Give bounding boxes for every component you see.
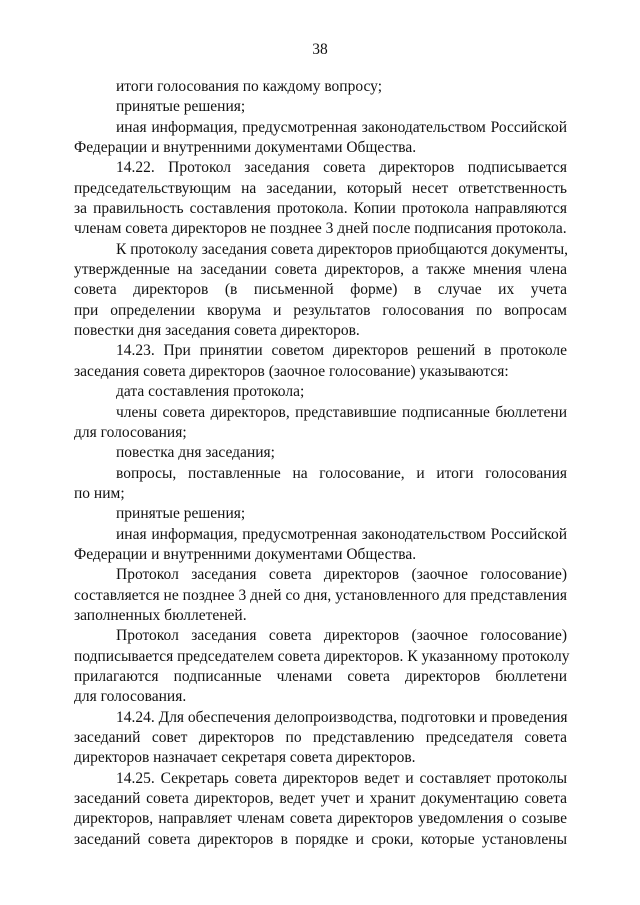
text-line: итоги голосования по каждому вопросу; [116, 78, 382, 95]
text-line: принятые решения; [116, 505, 246, 523]
text-line: повестка дня заседания; [116, 444, 275, 462]
text-line: дата составления протокола; [116, 383, 305, 401]
text-line: члены совета директоров, представившие подписанные бюллетени [116, 403, 567, 421]
text-line: 14.22. Протокол заседания совета директоров подписывается [116, 159, 567, 177]
text-line: при определении кворума и результатов голосования по вопросам [74, 301, 567, 319]
text-line: за правильность составления протокола. Копии протокола направляются [74, 200, 567, 218]
text-line: заседаний совета директоров в порядке и сроки, которые установлены [74, 830, 567, 848]
text-line: заполненных бюллетеней. [74, 606, 247, 624]
text-line: повестки дня заседания совета директоров. [74, 322, 360, 340]
text-line: иная информация, предусмотренная законодательством Российской [116, 525, 567, 543]
text-line: заседания совета директоров (заочное голосование) указываются: [74, 362, 509, 380]
text-line: заседаний совета директоров, ведет учет и хранит документацию совета [74, 790, 567, 808]
text-line: подписывается председателем совета директоров. К указанному протоколу [74, 647, 570, 665]
text-line: составляется не позднее 3 дней со дня, установленного для представления [74, 586, 567, 604]
text-line: иная информация, предусмотренная законодательством Российской [116, 118, 567, 136]
text-line: директоров назначает секретаря совета директоров. [74, 749, 416, 767]
text-line: Федерации и внутренними документами Общества. [74, 545, 417, 563]
text-line: председательствующим на заседании, который несет ответственность [74, 179, 567, 197]
text-line: принятые решения; [116, 98, 246, 116]
text-line: директоров, направляет членам совета директоров уведомления о созыве [74, 810, 567, 828]
text-line: К протоколу заседания совета директоров приобщаются документы, [116, 240, 569, 258]
text-line: 14.24. Для обеспечения делопроизводства, подготовки и проведения [116, 708, 568, 726]
page-number: 38 [312, 41, 328, 58]
text-line: вопросы, поставленные на голосование, и итоги голосования [116, 464, 567, 482]
text-line: совета директоров (в письменной форме) в случае их учета [74, 281, 567, 299]
text-line: для голосования; [74, 423, 187, 441]
text-line: 14.25. Секретарь совета директоров ведет и составляет протоколы [116, 769, 567, 787]
text-line: для голосования. [74, 688, 187, 706]
text-line: Федерации и внутренними документами Общества. [74, 139, 417, 157]
text-line: утвержденные на заседании совета директоров, а также мнения члена [74, 261, 567, 279]
text-line: заседаний совет директоров по представлению председателя совета [74, 729, 567, 746]
text-line: Протокол заседания совета директоров (заочное голосование) [116, 627, 567, 645]
text-line: по ним; [74, 484, 125, 502]
text-line: членам совета директоров не позднее 3 дней после подписания протокола. [74, 220, 567, 238]
text-line: 14.23. При принятии советом директоров решений в протоколе [116, 342, 567, 360]
text-line: прилагаются подписанные членами совета директоров бюллетени [74, 667, 567, 685]
document-body [74, 77, 570, 850]
text-line: Протокол заседания совета директоров (заочное голосование) [116, 566, 567, 584]
